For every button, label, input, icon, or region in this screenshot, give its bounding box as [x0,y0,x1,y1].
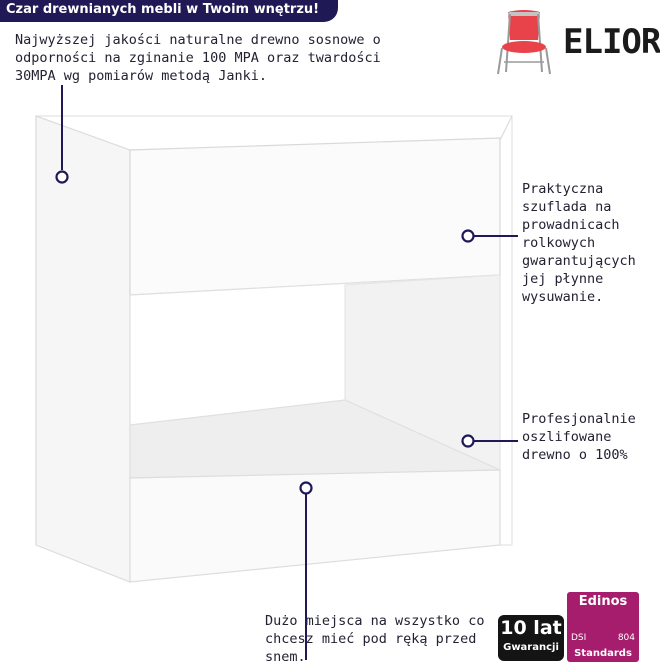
chair-icon [498,10,550,74]
nightstand [36,116,512,582]
certificate-standard: Standards [574,648,632,659]
certificate-right-code: 804 [617,633,635,643]
sanded-wood-note: Profesjonalnie oszlifowane drewno o 100% [522,411,636,463]
warranty-label: Gwarancji [503,642,559,653]
certificate-badge [567,592,639,662]
drawer-note: Praktyczna szuflada na prowadnicach rolkowych gwarantujących jej płynne wysuwanie. [522,181,636,305]
brand-logo: ELIOR [563,22,660,62]
certificate-left-code: DSI [571,633,587,643]
certificate-brand: Edinos [578,594,628,609]
storage-space-note: Dużo miejsca na wszystko co chcesz mieć pod ręką przed snem. [265,613,485,665]
wood-quality-note: Najwyższej jakości naturalne drewno sosnowe o odporności na zginanie 100 MPA oraz twardości 30MPA wg pomiarów metodą Janki. [15,32,381,84]
warranty-years: 10 lat [500,617,562,639]
warranty-badge [498,615,564,661]
top-banner: Czar drewnianych mebli w Twoim wnętrzu! [0,0,338,22]
